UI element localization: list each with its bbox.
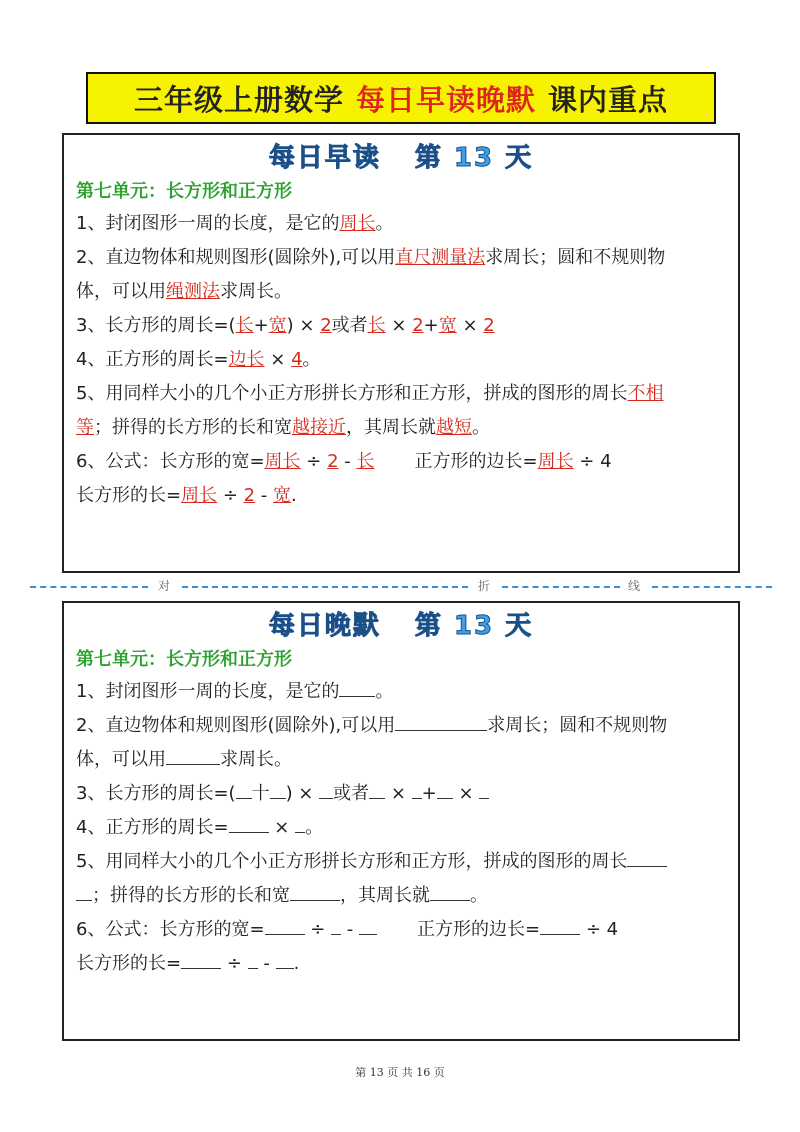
- page-banner: [86, 72, 716, 124]
- evening-title: [64, 609, 738, 643]
- morning-panel: [62, 133, 740, 573]
- blank: [339, 678, 375, 697]
- evening-line-1: 1、封闭图形一周的长度，是它的 。: [76, 675, 726, 709]
- morning-title-a: 每日早读: [268, 143, 381, 173]
- evening-line-9: 长方形的长= ÷ - .: [76, 947, 726, 981]
- morning-line-9: 长方形的长=周长 ÷ 2 - 宽.: [76, 485, 297, 506]
- evening-title-a: 每日晚默: [268, 611, 381, 641]
- banner-mid: 每日早读晚默: [355, 82, 536, 117]
- blank: [395, 712, 487, 731]
- morning-unit: 第七单元：长方形和正方形: [76, 181, 292, 202]
- banner-right: 课内重点: [548, 82, 669, 117]
- banner-left: 三年级上册数学: [133, 82, 344, 117]
- morning-line-7: 等；拼得的长方形的长和宽越接近，其周长就越短。: [76, 417, 490, 438]
- evening-line-8: 6、公式：长方形的宽= ÷ - 正方形的边长= ÷ 4: [76, 913, 726, 947]
- fold-label-3: 线: [628, 579, 641, 593]
- morning-line-8: 6、公式：长方形的宽=周长 ÷ 2 - 长 正方形的边长=周长 ÷ 4: [76, 451, 612, 472]
- evening-line-4: 3、长方形的周长=( 十 ) × 或者 × + ×: [76, 777, 726, 811]
- page-footer: 第 13 页 共 16 页: [355, 1066, 445, 1079]
- answer: 绳测法: [166, 281, 220, 302]
- morning-line-6: 5、用同样大小的几个小正方形拼长方形和正方形，拼成的图形的周长不相: [76, 383, 664, 404]
- morning-line-1: 1、封闭图形一周的长度，是它的周长。: [76, 213, 394, 234]
- fold-label-2: 折: [478, 579, 491, 593]
- morning-line-5: 4、正方形的周长=边长 × 4。: [76, 349, 321, 370]
- evening-line-6: 5、用同样大小的几个小正方形拼长方形和正方形，拼成的图形的周长: [76, 845, 726, 879]
- morning-line-2: 2、直边物体和规则图形(圆除外),可以用直尺测量法求周长；圆和不规则物: [76, 247, 666, 268]
- morning-line-4: 3、长方形的周长=(长+宽) × 2或者长 × 2+宽 × 2: [76, 315, 495, 336]
- answer: 直尺测量法: [395, 247, 486, 268]
- evening-line-7: ；拼得的长方形的长和宽 ，其周长就 。: [76, 879, 726, 913]
- morning-title-b: 第 13 天: [414, 143, 534, 173]
- evening-line-2: 2、直边物体和规则图形(圆除外),可以用 求周长；圆和不规则物: [76, 709, 726, 743]
- evening-unit: 第七单元：长方形和正方形: [76, 649, 292, 670]
- fold-line: [30, 576, 772, 600]
- answer: 周长: [339, 213, 376, 234]
- morning-line-3: 体，可以用绳测法求周长。: [76, 281, 292, 302]
- morning-title: [64, 141, 738, 175]
- evening-line-5: 4、正方形的周长= × 。: [76, 811, 726, 845]
- evening-title-b: 第 13 天: [414, 611, 534, 641]
- evening-panel: [62, 601, 740, 1041]
- fold-label-1: 对: [158, 579, 171, 593]
- evening-line-3: 体，可以用 求周长。: [76, 743, 726, 777]
- blank: [166, 746, 220, 765]
